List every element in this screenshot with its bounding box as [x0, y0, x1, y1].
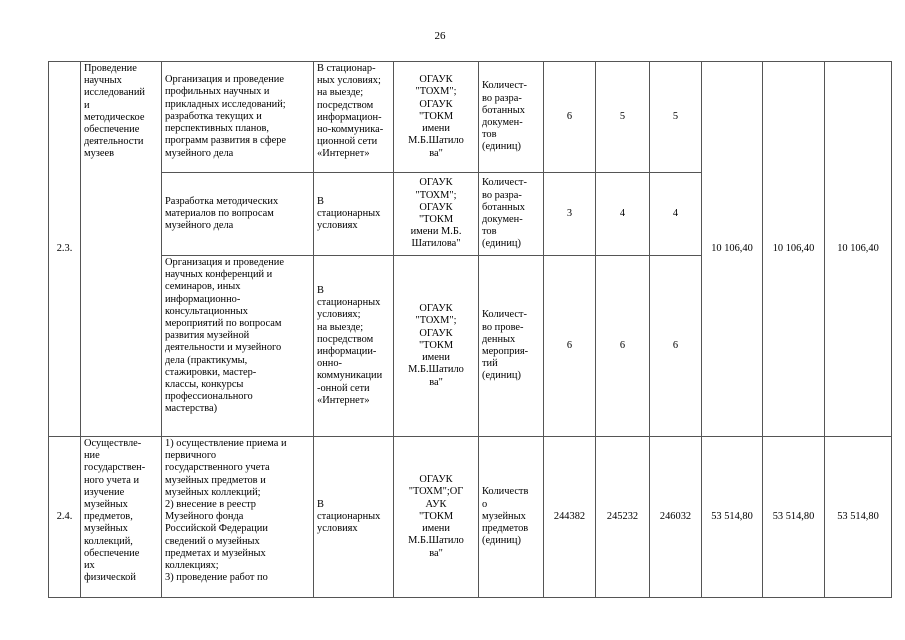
funding-year-3: 53 514,80 — [825, 437, 892, 598]
organization: ОГАУК "ТОХМ"; ОГАУК "ТОКМ имени М.Б. Шатилова" — [394, 173, 479, 256]
funding-year-2: 53 514,80 — [763, 437, 825, 598]
funding-year-1: 53 514,80 — [702, 437, 763, 598]
indicator: Количест- во прове- денных мероприя- тий (единиц) — [479, 256, 544, 437]
table-row — [49, 437, 892, 598]
value-year-2: 4 — [596, 173, 650, 256]
item-number: 2.4. — [49, 437, 81, 598]
value-year-1: 6 — [544, 256, 596, 437]
work-description: Разработка методических материалов по вопросам музейного дела — [162, 173, 314, 256]
organization: ОГАУК "ТОХМ"; ОГАУК "ТОКМ имени М.Б.Шатило ва" — [394, 62, 479, 173]
organization: ОГАУК "ТОХМ";ОГ АУК "ТОКМ имени М.Б.Шатило ва" — [394, 437, 479, 598]
item-name: Осуществле- ние государствен- ного учета и изучение музейных предметов, музейных коллекций, обеспечение их физической — [81, 437, 162, 598]
work-conditions: В стационарных условиях — [314, 437, 394, 598]
value-year-3: 4 — [650, 173, 702, 256]
value-year-2: 5 — [596, 62, 650, 173]
indicator: Количест- во разра- ботанных докумен- тов (единиц) — [479, 62, 544, 173]
table-row — [49, 62, 892, 173]
value-year-1: 6 — [544, 62, 596, 173]
funding-year-1: 10 106,40 — [702, 62, 763, 437]
funding-year-2: 10 106,40 — [763, 62, 825, 437]
funding-year-3: 10 106,40 — [825, 62, 892, 437]
value-year-2: 245232 — [596, 437, 650, 598]
value-year-2: 6 — [596, 256, 650, 437]
value-year-1: 3 — [544, 173, 596, 256]
item-name: Проведение научных исследований и методическое обеспечение деятельности музеев — [81, 62, 162, 437]
organization: ОГАУК "ТОХМ"; ОГАУК "ТОКМ имени М.Б.Шатило ва" — [394, 256, 479, 437]
value-year-3: 5 — [650, 62, 702, 173]
page-number: 26 — [434, 30, 446, 42]
work-conditions: В стационар- ных условиях; на выезде; посредством информацион- но-коммуника- ционной сети «Интернет» — [314, 62, 394, 173]
work-conditions: В стационарных условиях — [314, 173, 394, 256]
work-conditions: В стационарных условиях; на выезде; посредством информации- онно- коммуникации -онной сети «Интернет» — [314, 256, 394, 437]
work-description: Организация и проведение профильных научных и прикладных исследований; разработка текущих и перспективных планов, программ развития в сфере музейного дела — [162, 62, 314, 173]
indicator: Количеств о музейных предметов (единиц) — [479, 437, 544, 598]
work-description: Организация и проведение научных конференций и семинаров, иных информационно- консультационных мероприятий по вопросам развития музейной деятельности и музейного дела (практикумы, стажировки, мастер- классы, конкурсы профессионального мастерства) — [162, 256, 314, 437]
indicator: Количест- во разра- ботанных докумен- тов (единиц) — [479, 173, 544, 256]
value-year-3: 6 — [650, 256, 702, 437]
item-number: 2.3. — [49, 62, 81, 437]
program-table — [48, 61, 892, 598]
value-year-1: 244382 — [544, 437, 596, 598]
work-description: 1) осуществление приема и первичного государственного учета музейных предметов и музейных коллекций; 2) внесение в реестр Музейного фонда Российской Федерации сведений о музейных предметах и музейных коллекциях; 3) проведение работ по — [162, 437, 314, 598]
value-year-3: 246032 — [650, 437, 702, 598]
